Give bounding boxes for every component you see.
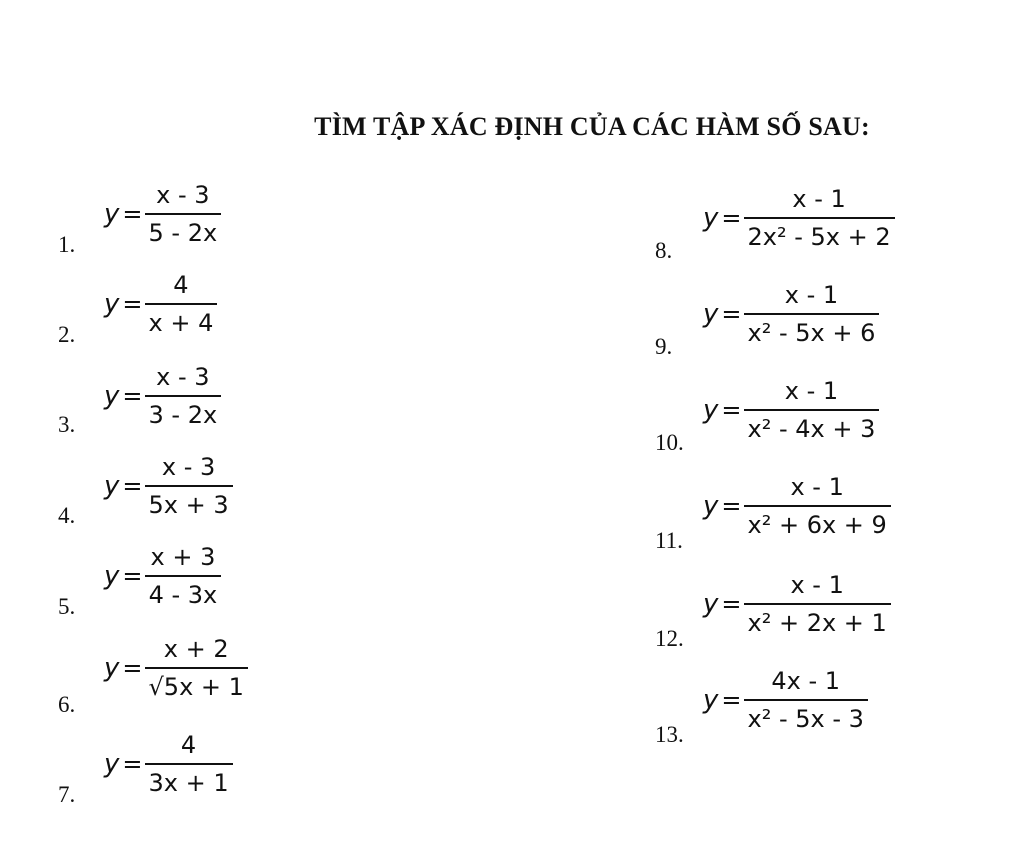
- denominator: 5x + 3: [145, 485, 233, 520]
- fraction: [744, 570, 891, 638]
- formula: y = $\frac{4x - 1}{\text{x² - 5x - 3}}$: [703, 666, 868, 734]
- numerator: x - 1: [784, 281, 839, 309]
- fraction: [145, 362, 222, 430]
- numerator: x - 3: [161, 453, 216, 481]
- formula: y = $\frac{x - 1}{\text{x² + 2x + 1}}$: [703, 570, 891, 638]
- numerator: x - 3: [156, 363, 210, 391]
- denominator: 3x + 1: [145, 763, 233, 798]
- problem-number: 13.: [655, 722, 684, 747]
- fraction: [145, 270, 218, 338]
- fraction: [744, 184, 895, 252]
- formula: y = $\frac{x + 3}{4 - 3x}$: [104, 542, 221, 610]
- problem-number: 10.: [655, 430, 684, 455]
- problem-number: 8.: [655, 238, 673, 263]
- denominator: 3 - 2x: [145, 395, 222, 430]
- numerator: 4x - 1: [771, 667, 841, 695]
- numerator: x - 1: [792, 185, 846, 213]
- formula: y = $\frac{x - 1}{\text{x² - 4x + 3}}$: [703, 376, 879, 444]
- problem-number: 3.: [58, 412, 76, 437]
- problem-number: 9.: [655, 334, 673, 359]
- formula: y = $\frac{x - 1}{\text{x² + 6x + 9}}$: [703, 472, 891, 540]
- problem-number: 6.: [58, 692, 76, 717]
- fraction: [145, 180, 222, 248]
- problem-number: 7.: [58, 782, 76, 807]
- fraction: [744, 666, 868, 734]
- numerator: x - 1: [790, 473, 844, 501]
- fraction: [744, 472, 891, 540]
- denominator: x² - 5x + 6: [744, 313, 880, 348]
- fraction: [145, 542, 222, 610]
- problem-number: 11.: [655, 528, 683, 553]
- formula: y = $\frac{4}{x + 4}$: [104, 270, 217, 338]
- formula: y = $\frac{x - 3}{5x + 3}$: [104, 452, 233, 520]
- formula: y = $\frac{x - 1}{\text{2x² - 5x + 2}}$: [703, 184, 895, 252]
- formula: y = $\frac{4}{3x + 1}$: [104, 730, 233, 798]
- numerator: x - 3: [156, 181, 210, 209]
- numerator: x + 2: [163, 635, 229, 663]
- numerator: x - 1: [790, 571, 844, 599]
- formula: y = $\frac{x - 3}{3 - 2x}$: [104, 362, 221, 430]
- numerator: x - 1: [784, 377, 839, 405]
- denominator: x + 4: [145, 303, 218, 338]
- formula: y = $\frac{x - 3}{5 - 2x}$: [104, 180, 221, 248]
- problem-number: 5.: [58, 594, 76, 619]
- numerator: x + 3: [150, 543, 216, 571]
- denominator: x² - 4x + 3: [744, 409, 880, 444]
- problem-number: 4.: [58, 503, 76, 528]
- page-title: TÌM TẬP XÁC ĐỊNH CỦA CÁC HÀM SỐ SAU:: [314, 112, 870, 141]
- denominator: 4 - 3x: [145, 575, 222, 610]
- denominator: x² - 5x - 3: [744, 699, 868, 734]
- formula: y = $\frac{x - 1}{\text{x² - 5x + 6}}$: [703, 280, 879, 348]
- numerator: 4: [180, 731, 197, 759]
- fraction: [145, 452, 233, 520]
- fraction: [145, 730, 233, 798]
- fraction: [744, 376, 880, 444]
- fraction: [145, 634, 248, 702]
- denominator: x² + 2x + 1: [744, 603, 891, 638]
- denominator: 5 - 2x: [145, 213, 222, 248]
- fraction: [744, 280, 880, 348]
- problem-number: 1.: [58, 232, 76, 257]
- numerator: 4: [173, 271, 189, 299]
- denominator: √5x + 1: [145, 667, 248, 702]
- denominator: 2x² - 5x + 2: [744, 217, 895, 252]
- denominator: x² + 6x + 9: [744, 505, 891, 540]
- problem-number: 12.: [655, 626, 684, 651]
- problem-number: 2.: [58, 322, 76, 347]
- formula: y = $\frac{x + 2}{√5x + 1}$: [104, 634, 248, 702]
